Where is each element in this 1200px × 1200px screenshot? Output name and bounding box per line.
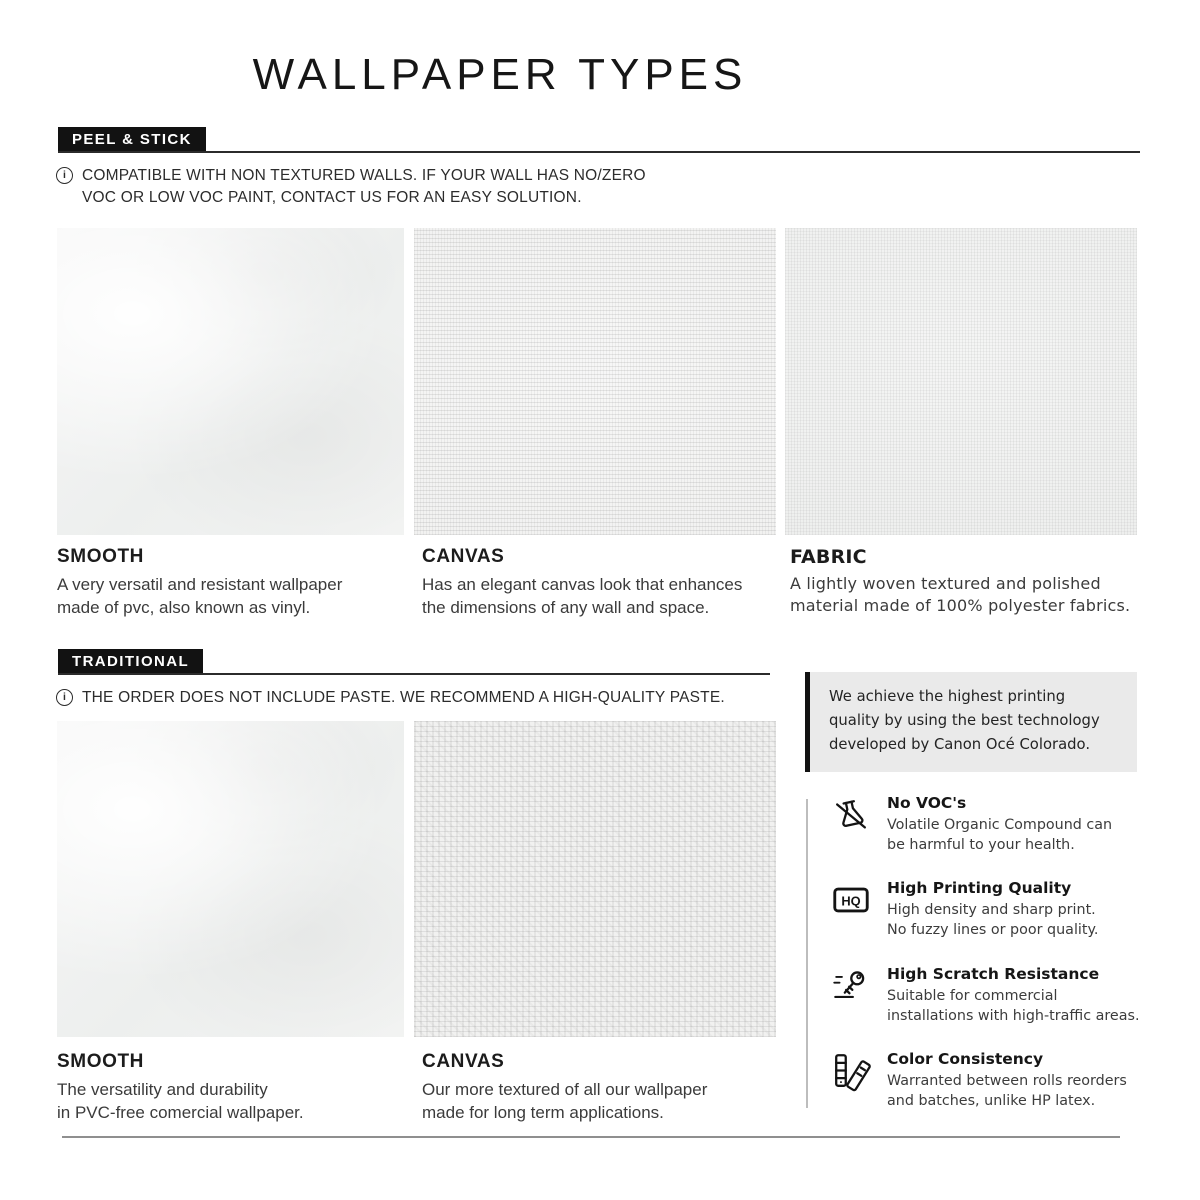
swatch-label-fabric-peel: FABRIC: [790, 546, 867, 568]
feature-high-printing-quality: [830, 879, 1142, 940]
feature-text: [887, 1050, 1127, 1111]
swatch-label-smooth-peel: SMOOTH: [57, 546, 144, 567]
note-line: VOC OR LOW VOC PAINT, CONTACT US FOR AN EASY SOLUTION.: [82, 189, 582, 206]
section-rule-peel-and-stick: [58, 151, 1140, 153]
swatch-desc-smooth-traditional: [57, 1078, 304, 1125]
note-text: [82, 165, 646, 209]
info-icon: i: [56, 689, 73, 706]
swatch-desc-fabric-peel: [790, 573, 1130, 617]
feature-text: [887, 879, 1098, 940]
swatch-image-canvas-peel: [414, 228, 776, 535]
bottom-rule-line: [62, 1136, 1120, 1138]
feature-text: [887, 965, 1140, 1026]
feature-desc: [887, 900, 1098, 940]
note-traditional: [56, 687, 725, 709]
feature-title: High Scratch Resistance: [887, 965, 1100, 983]
desc-line: be harmful to your health.: [887, 837, 1075, 854]
note-peel-and-stick: [56, 165, 646, 209]
feature-no-voc: [830, 794, 1142, 855]
desc-line: No fuzzy lines or poor quality.: [887, 922, 1099, 939]
feature-title: No VOC's: [887, 794, 967, 812]
color-swatchbook-icon: [830, 1050, 872, 1092]
callout-line: quality by using the best technology: [829, 711, 1100, 729]
swatch-label-smooth-traditional: SMOOTH: [57, 1051, 144, 1072]
feature-high-scratch-resistance: [830, 965, 1142, 1026]
swatch-desc-canvas-traditional: [422, 1078, 707, 1125]
no-voc-flask-icon: [830, 794, 872, 836]
desc-line: and batches, unlike HP latex.: [887, 1093, 1096, 1110]
desc-line: Suitable for commercial: [887, 988, 1058, 1004]
features-divider-line: [806, 799, 808, 1108]
printing-quality-callout: [805, 672, 1137, 772]
info-icon: i: [56, 167, 73, 184]
desc-line: made for long term applications.: [422, 1103, 664, 1123]
swatch-desc-canvas-peel: [422, 573, 742, 620]
note-line: COMPATIBLE WITH NON TEXTURED WALLS. IF YOUR WALL HAS NO/ZERO: [82, 167, 646, 184]
swatch-image-smooth-traditional: [57, 721, 404, 1037]
desc-line: Warranted between rolls reorders: [887, 1073, 1127, 1089]
page-title: WALLPAPER TYPES: [252, 50, 748, 99]
desc-line: Our more textured of all our wallpaper: [422, 1080, 708, 1099]
swatch-label-canvas-traditional: CANVAS: [422, 1051, 505, 1072]
callout-line: developed by Canon Océ Colorado.: [829, 735, 1091, 753]
swatch-image-smooth-peel: [57, 228, 404, 535]
swatch-desc-smooth-peel: [57, 573, 342, 620]
feature-text: [887, 794, 1112, 855]
section-rule-traditional: [58, 673, 770, 675]
swatch-image-canvas-traditional: [414, 721, 776, 1037]
desc-line: The versatility and durability: [57, 1080, 268, 1099]
desc-line: the dimensions of any wall and space.: [422, 598, 710, 618]
swatch-label-canvas-peel: CANVAS: [422, 546, 505, 567]
desc-line: A very versatil and resistant wallpaper: [57, 575, 343, 594]
section-badge-peel-and-stick: PEEL & STICK: [58, 127, 206, 153]
desc-line: made of pvc, also known as vinyl.: [57, 598, 311, 618]
desc-line: Has an elegant canvas look that enhances: [422, 575, 743, 594]
note-text: [82, 687, 725, 709]
desc-line: in PVC-free comercial wallpaper.: [57, 1103, 304, 1123]
desc-line: material made of 100% polyester fabrics.: [790, 595, 1131, 615]
feature-title: Color Consistency: [887, 1050, 1044, 1068]
callout-line: We achieve the highest printing: [829, 688, 1066, 705]
desc-line: installations with high-traffic areas.: [887, 1008, 1140, 1025]
hq-badge-icon: [830, 879, 872, 921]
desc-line: Volatile Organic Compound can: [887, 817, 1113, 833]
feature-desc: [887, 815, 1112, 855]
key-scratch-icon: [830, 965, 872, 1007]
desc-line: A lightly woven textured and polished: [790, 574, 1101, 593]
feature-desc: [887, 986, 1140, 1026]
hq-letters: HQ: [841, 893, 861, 909]
feature-title: High Printing Quality: [887, 879, 1072, 897]
feature-desc: [887, 1071, 1127, 1111]
swatch-image-fabric-peel: [785, 228, 1137, 535]
desc-line: High density and sharp print.: [887, 902, 1096, 918]
section-badge-traditional: TRADITIONAL: [58, 649, 203, 675]
note-line: THE ORDER DOES NOT INCLUDE PASTE. WE RECOMMEND A HIGH-QUALITY PASTE.: [82, 689, 725, 706]
feature-color-consistency: [830, 1050, 1142, 1111]
